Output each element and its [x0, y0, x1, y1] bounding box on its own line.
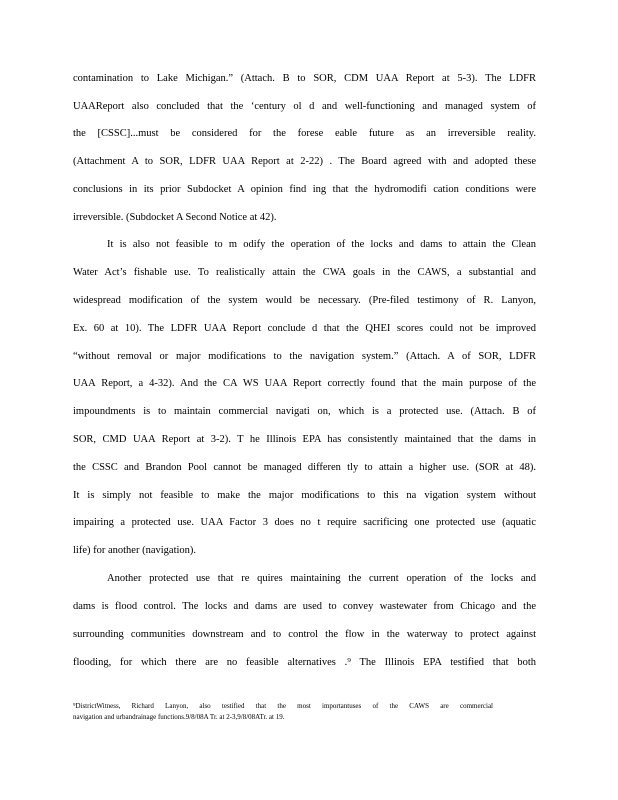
body-line: Water Act’s fishable use. To realistically attain the CWA goals in the CAWS, a substantial and	[73, 267, 536, 278]
body-line: Another protected use that re quires maintaining the current operation of the locks and	[107, 573, 536, 584]
body-line: irreversible. (Subdocket A Second Notice at 42).	[73, 212, 277, 223]
body-line: impairing a protected use. UAA Factor 3 does no t require sacrificing one protected use (aquatic	[73, 517, 536, 528]
body-line: impoundments is to maintain commercial navigati on, which is a protected use. (Attach. B of	[73, 406, 536, 417]
body-line: flooding, for which there are no feasible alternatives .⁹ The Illinois EPA testified that both	[73, 657, 536, 668]
body-line: widespread modification of the system would be necessary. (Pre-filed testimony of R. Lanyon,	[73, 295, 536, 306]
footnote-divider	[73, 697, 193, 698]
body-line: dams is flood control. The locks and dams are used to convey wastewater from Chicago and the	[73, 601, 536, 612]
body-line: It is simply not feasible to make the major modifications to this na vigation system without	[73, 490, 536, 501]
body-line: “without removal or major modifications to the navigation system.” (Attach. A of SOR, LDFR	[73, 351, 536, 362]
body-line: life) for another (navigation).	[73, 545, 197, 556]
body-line: (Attachment A to SOR, LDFR UAA Report at 2-22) . The Board agreed with and adopted these	[73, 156, 536, 167]
body-line: contamination to Lake Michigan.” (Attach. B to SOR, CDM UAA Report at 5-3). The LDFR	[73, 73, 536, 84]
body-line: Ex. 60 at 10). The LDFR UAA Report conclude d that the QHEI scores could not be improved	[73, 323, 536, 334]
body-line: conclusions in its prior Subdocket A opinion find ing that the hydromodifi cation conditions were	[73, 184, 536, 195]
body-line: UAAReport also concluded that the ‘century ol d and well-functioning and managed system of	[73, 101, 536, 112]
body-line: It is also not feasible to m odify the operation of the locks and dams to attain the Clean	[107, 239, 536, 250]
body-line: surrounding communities downstream and to control the flow in the waterway to protect against	[73, 629, 536, 640]
body-line: the CSSC and Brandon Pool cannot be managed differen tly to attain a higher use. (SOR at 48).	[73, 462, 536, 473]
footnote-line: navigation and urbandrainage functions.9/8/08A Tr. at 2-3,9/8/08ATr. at 19.	[73, 713, 285, 721]
body-line: SOR, CMD UAA Report at 3-2). T he Illinois EPA has consistently maintained that the dams in	[73, 434, 536, 445]
body-line: UAA Report, a 4-32). And the CA WS UAA Report correctly found that the main purpose of the	[73, 378, 536, 389]
body-line: the [CSSC]...must be considered for the forese eable future as an irreversible reality.	[73, 128, 536, 139]
footnote-line: ⁹DistrictWitness, Richard Lanyon, also testified that the most importantuses of the CAWS are commercial	[73, 702, 493, 710]
